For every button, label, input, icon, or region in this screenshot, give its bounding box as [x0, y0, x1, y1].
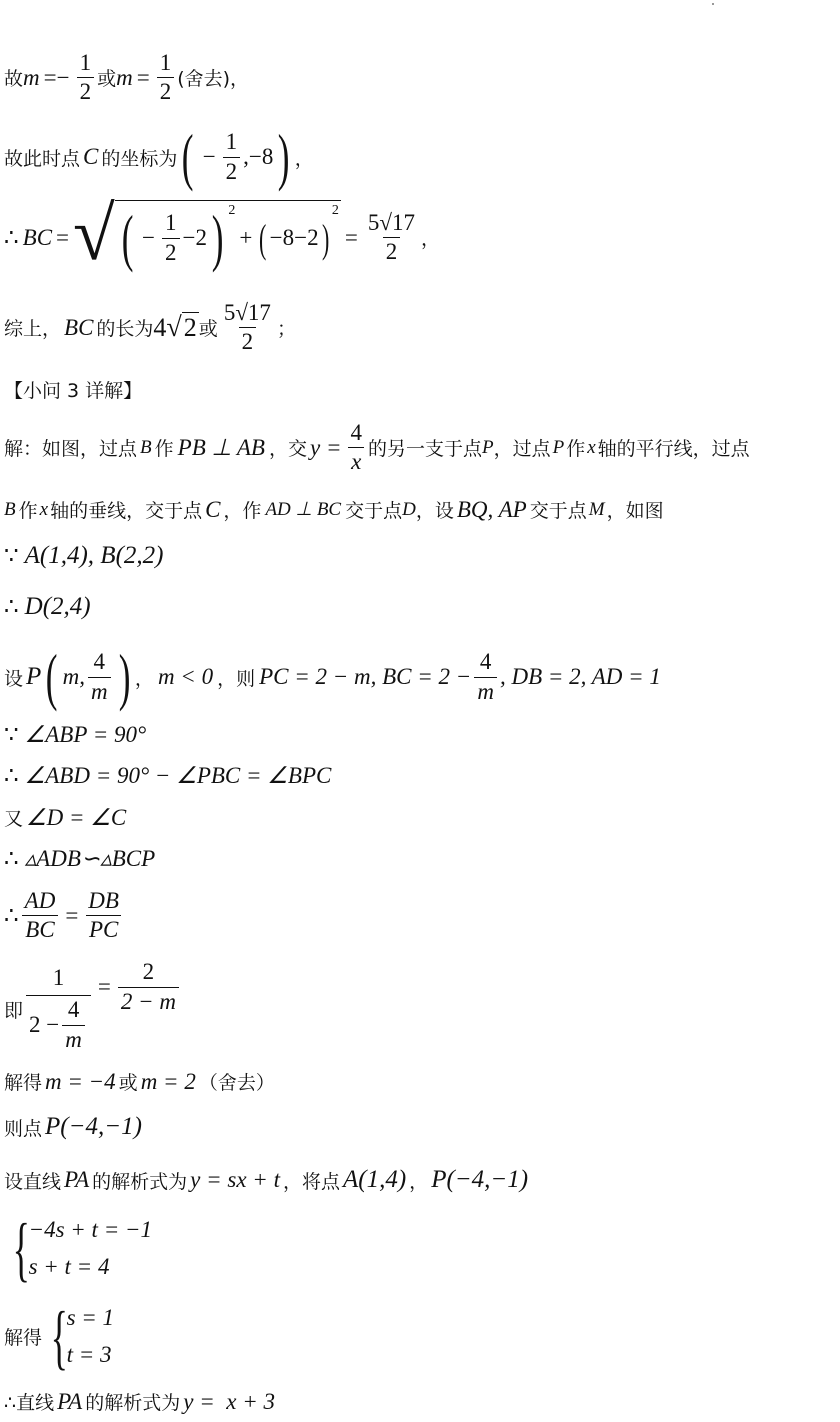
text: 故此时点 — [4, 147, 81, 170]
line-4 — [4, 300, 296, 356]
fraction: $\frac{1}{2}$ — [157, 50, 175, 106]
left-paren: ( — [182, 121, 194, 192]
text: 的长为 — [96, 318, 154, 341]
sqrt-expression: √ ( − $\frac{1}{2}$ −2 ) 2 + ( −8−2 ) 2 — [73, 192, 339, 276]
line-6: 解：如图，过点 B 作 PB ⊥ AB ，交 y = $\frac{4}{x}$ 的另一支于点 P ，过点 P 作 x 轴的平行线，过点 — [4, 420, 750, 475]
equation-system: { −4s + t = −1 s + t = 4 — [12, 1208, 152, 1289]
line-12: ∴ ∠ABD = 90° − ∠PBC = ∠BPC — [4, 763, 332, 788]
text: ， — [421, 228, 441, 250]
line-10: 设 P ( m, $\frac{4}{m}$ ) ， m < 0 ，则 PC = 2 − m, BC = 2 − $\frac{4}{m}$ , DB = 2, AD = 1 — [4, 641, 661, 712]
operator: =− — [43, 64, 70, 90]
text: 综上， — [4, 318, 62, 341]
fraction: $\frac{AD}{BC}$ — [22, 888, 59, 944]
fraction: $\frac{2}{2 - m}$ — [118, 959, 179, 1015]
line-8: ∵ A(1,4), B(2,2) — [4, 542, 164, 569]
text: ； — [276, 318, 296, 341]
var-m: m — [23, 64, 40, 90]
left-brace: { — [50, 1296, 68, 1377]
line-9: ∴ D(2,4) — [4, 593, 91, 620]
therefore-symbol: ∴ — [4, 224, 19, 250]
operator: = — [56, 224, 70, 250]
segment-bc: BC — [64, 314, 94, 340]
fraction: $\frac{DB}{PC}$ — [85, 888, 122, 944]
line-16: 即 1 2 − $\frac{4}{m}$ = $\frac{2}{2 - m}$ — [4, 965, 182, 1053]
line-19: 设直线 PA 的解析式为 y = sx + t ，将点 A(1,4) ， P(−4,−1) — [4, 1166, 529, 1193]
line-1 — [4, 50, 249, 106]
line-2 — [4, 120, 314, 194]
fraction: $\frac{4}{x}$ — [347, 420, 365, 476]
sqrt-2: √ 2 — [166, 311, 197, 343]
operator: = — [136, 64, 150, 90]
line-17: 解得 m = −4 或 m = 2 （舍去） — [4, 1068, 275, 1094]
text: 故 — [4, 68, 24, 91]
coefficient: 4 — [153, 312, 167, 342]
segment-bc: BC — [22, 224, 53, 250]
solution-system: 解得 { s = 1 t = 3 — [4, 1296, 115, 1377]
line-11: ∵ ∠ABP = 90° — [4, 722, 147, 747]
line-14: ∴ ▵ADB∽▵BCP — [4, 846, 156, 871]
operator: − — [202, 144, 216, 169]
line-7: B 作 x 轴的垂线，交于点 C ，作 AD ⊥ BC 交于点 D ，设 BQ, AP 交于点 M ，如图 — [4, 496, 664, 522]
fraction: $\frac{1}{2}$ — [77, 50, 95, 106]
right-paren: ) — [278, 121, 290, 192]
line-3 — [4, 192, 441, 276]
fraction: $\frac{5√17}{2}$ — [223, 300, 271, 355]
text: 或 — [198, 318, 218, 341]
var-c: C — [83, 144, 99, 169]
fraction: $\frac{1}{2}$ — [223, 129, 241, 185]
line-22: ∴直线 PA 的解析式为 y = x + 3 — [4, 1388, 275, 1414]
fraction: $\frac{5√17}{2}$ — [367, 209, 416, 264]
var-m: m — [116, 64, 133, 90]
corner-mark — [712, 3, 714, 5]
operator: = — [344, 224, 358, 250]
coordinate-y: ,−8 — [243, 144, 274, 169]
fraction: $\frac{4}{m}$ — [474, 649, 497, 705]
line-13: 又 ∠D = ∠C — [4, 804, 127, 830]
line-18: 则点 P(−4,−1) — [4, 1113, 142, 1140]
text: ， — [294, 147, 314, 170]
section-heading: 【小问 3 详解】 — [4, 380, 143, 402]
line-15: ∴ $\frac{AD}{BC}$ = $\frac{DB}{PC}$ — [4, 888, 125, 944]
fraction: $\frac{4}{m}$ — [88, 649, 111, 705]
complex-fraction: 1 2 − $\frac{4}{m}$ — [26, 965, 91, 1053]
text: 的坐标为 — [101, 147, 178, 170]
text: (舍去)， — [177, 68, 250, 91]
left-brace: { — [12, 1208, 30, 1289]
text: 或 — [97, 68, 117, 91]
